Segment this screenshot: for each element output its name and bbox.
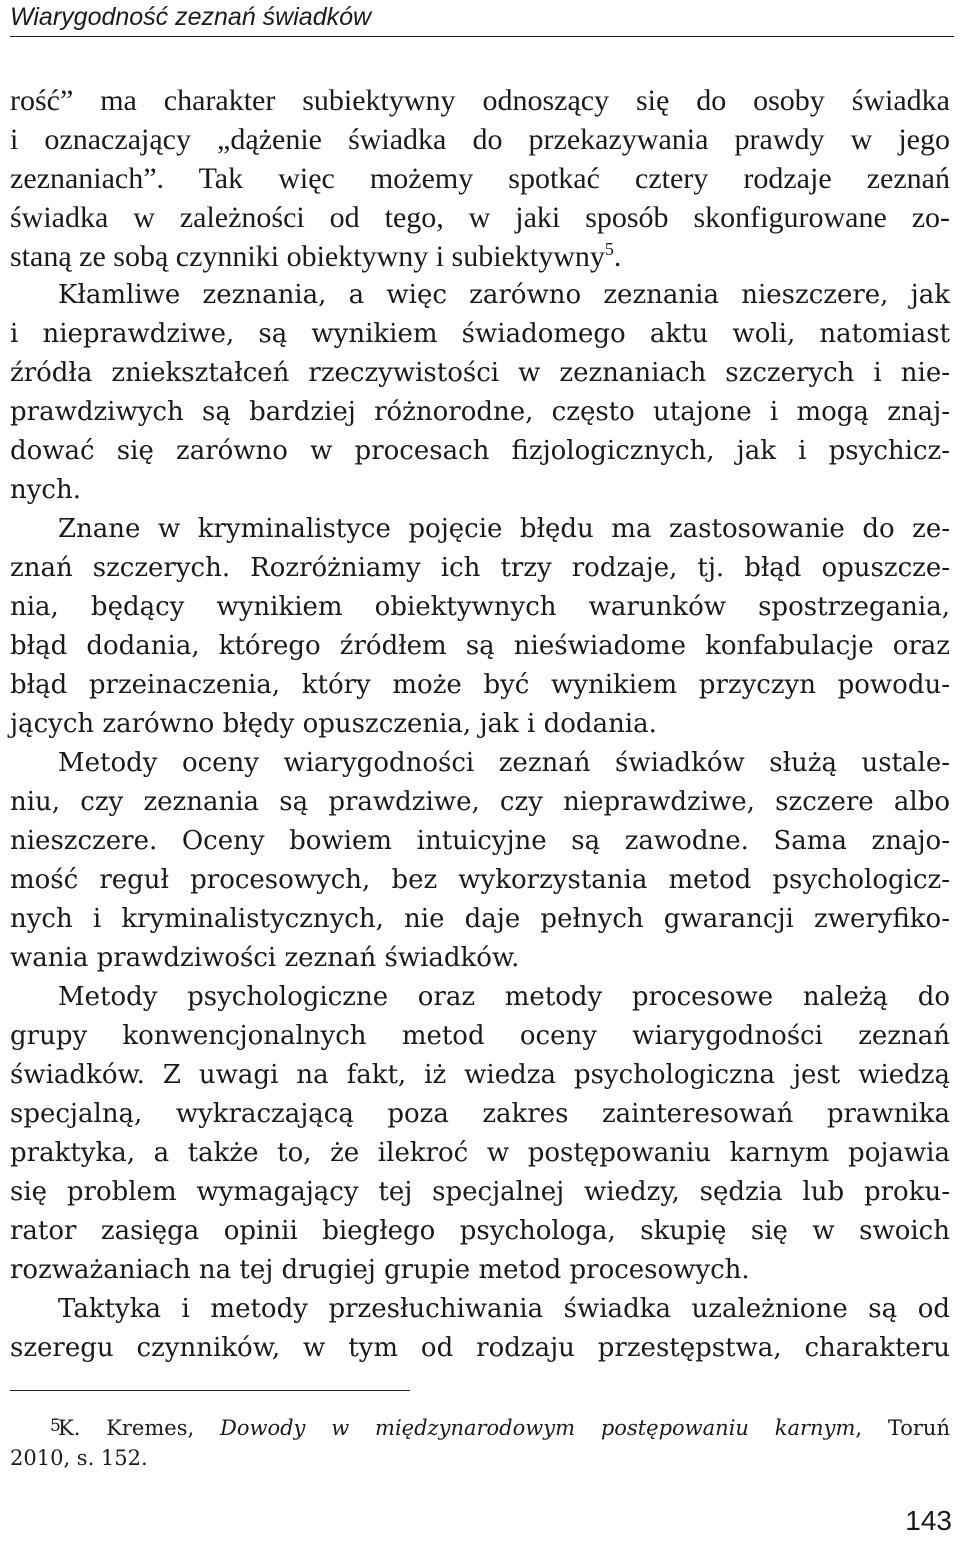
footnote-text: K. Kremes, <box>58 1416 220 1440</box>
text-line: Metody psychologiczne oraz metody procesowe należą do <box>58 982 950 1012</box>
text-line: świadków. Z uwagi na fakt, iż wiedza psychologiczna jest wiedzą <box>10 1060 950 1090</box>
text-line: błąd przeinaczenia, który może być wynikiem przyczyn powodu- <box>10 670 950 700</box>
text-line: zeznaniach”. Tak więc możemy spotkać cztery rodzaje zeznań <box>10 162 950 195</box>
text-line: szeregu czynników, w tym od rodzaju przestępstwa, charakteru <box>10 1333 950 1363</box>
text-line: nia, będący wynikiem obiektywnych warunków spostrzegania, <box>10 592 950 622</box>
footnote-line: 2010, s. 152. <box>10 1446 148 1470</box>
text-line: specjalną, wykraczającą poza zakres zainteresowań prawnika <box>10 1099 950 1129</box>
text-line: nych i kryminalistycznych, nie daje pełnych gwarancji zweryfiko- <box>10 904 950 934</box>
text-line: nieszczere. Oceny bowiem intuicyjne są zawodne. Sama znajo- <box>10 826 950 856</box>
text-line: Metody oceny wiarygodności zeznań świadków służą ustale- <box>58 748 950 778</box>
running-header <box>10 0 954 37</box>
text-line: Taktyka i metody przesłuchiwania świadka uzależnione są od <box>58 1294 950 1324</box>
text-line: praktyka, a także to, że ilekroć w postępowaniu karnym pojawia <box>10 1138 950 1168</box>
footnote-line <box>10 1410 950 1442</box>
text-line: błąd dodania, którego źródłem są nieświadome konfabulacje oraz <box>10 631 950 661</box>
footnote-number: 5 <box>50 1416 61 1436</box>
text-line: źródła zniekształceń rzeczywistości w zeznaniach szczerych i nie- <box>10 358 950 388</box>
header-title: Wiarygodność zeznań świadków <box>10 3 372 31</box>
footnote-title: Dowody w międzynarodowym postępowaniu karnym <box>219 1416 856 1440</box>
text-line: mość reguł procesowych, bez wykorzystania metod psychologicz- <box>10 865 950 895</box>
text-line: Znane w kryminalistyce pojęcie błędu ma zastosowanie do ze- <box>58 514 950 544</box>
page-number: 143 <box>905 1505 952 1536</box>
text-line: Kłamliwe zeznania, a więc zarówno zeznania nieszczere, jak <box>58 280 950 310</box>
text-line: rość” ma charakter subiektywny odnoszący się do osoby świadka <box>10 84 950 117</box>
text-line: niu, czy zeznania są prawdziwe, czy nieprawdziwe, szczere albo <box>10 787 950 817</box>
text-line: wania prawdziwości zeznań świadków. <box>10 943 520 973</box>
text-line: i nieprawdziwe, są wynikiem świadomego aktu woli, natomiast <box>10 319 950 349</box>
text-line: jących zarówno błędy opuszczenia, jak i dodania. <box>10 709 657 739</box>
footnote-reference: 5 <box>604 239 614 259</box>
text-line: świadka w zależności od tego, w jaki sposób skonfigurowane zo- <box>10 201 950 234</box>
text-line: znań szczerych. Rozróżniamy ich trzy rodzaje, tj. błąd opuszcze- <box>10 553 950 583</box>
footnote-divider <box>10 1390 410 1391</box>
text-line: dować się zarówno w procesach fizjologicznych, jak i psychicz- <box>10 436 950 466</box>
text-fragment: . <box>613 240 622 273</box>
text-line: i oznaczający „dążenie świadka do przekazywania prawdy w jego <box>10 123 950 156</box>
body-text <box>10 81 950 1368</box>
text-line: się problem wymagający tej specjalnej wiedzy, sędzia lub proku- <box>10 1177 950 1207</box>
text-line: prawdziwych są bardziej różnorodne, często utajone i mogą znaj- <box>10 397 950 427</box>
text-line: grupy konwencjonalnych metod oceny wiarygodności zeznań <box>10 1021 950 1051</box>
footnote-text: , Toruń <box>855 1416 950 1440</box>
text-line: rator zasięga opinii biegłego psychologa, skupię się w swoich <box>10 1216 950 1246</box>
text-line: rozważaniach na tej drugiej grupie metod procesowych. <box>10 1255 750 1285</box>
text-fragment: staną ze sobą czynniki obiektywny i subiektywny <box>10 240 605 273</box>
text-line: nych. <box>10 475 82 505</box>
footnote <box>10 1410 950 1474</box>
text-line-with-footnote <box>10 237 950 276</box>
